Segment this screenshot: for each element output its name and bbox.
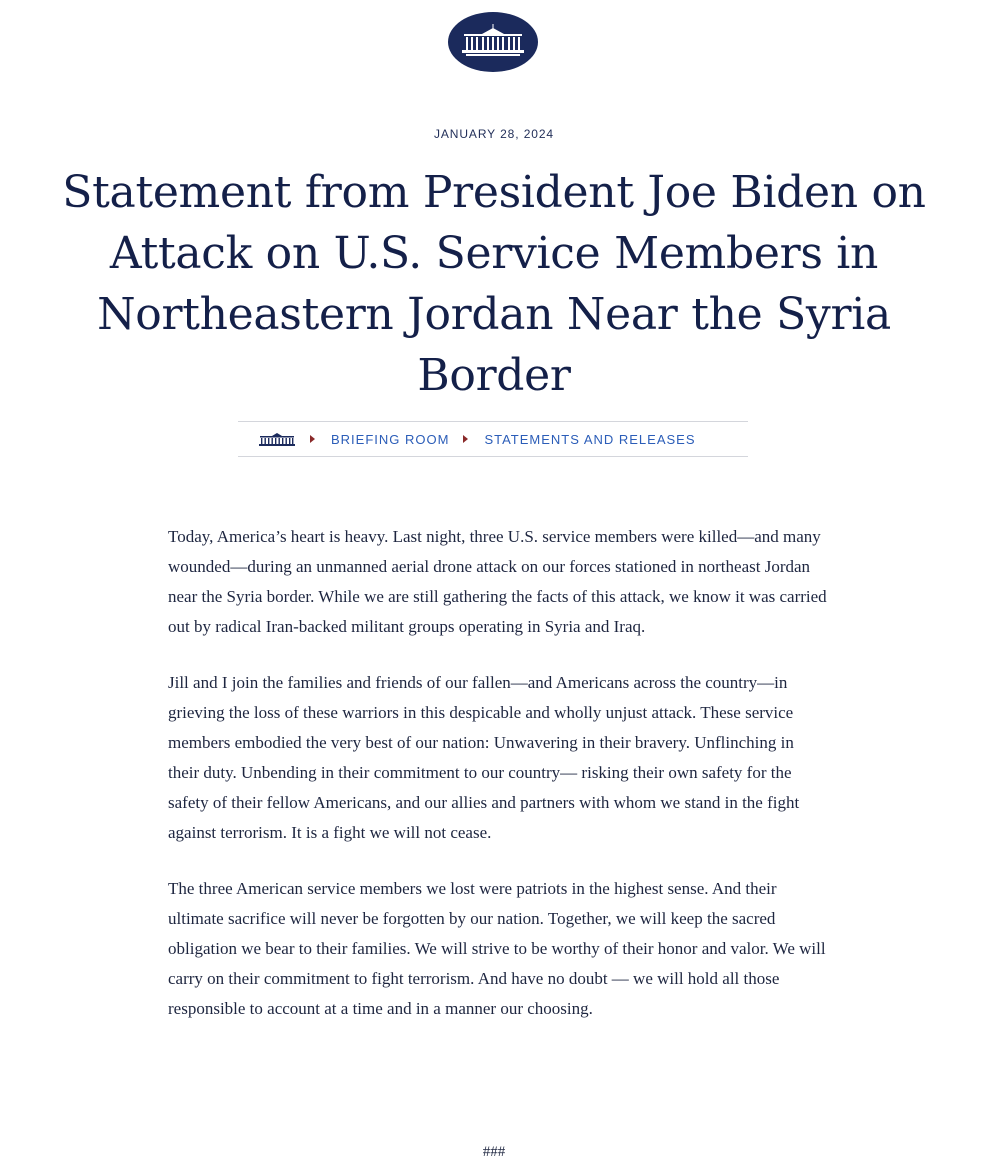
paragraph: Today, America’s heart is heavy. Last night, three U.S. service members were killed—and many wounded—during an unmanned aerial drone attack on our forces stationed in northeast Jordan near the Syria border. While we are still gathering the facts of this attack, we know it was carried out by radical Iran-backed militant groups operating in Syria and Iraq. xyxy=(168,527,827,636)
breadcrumb-briefing-room[interactable]: BRIEFING ROOM xyxy=(331,431,450,447)
page-title: Statement from President Joe Biden on Attack on U.S. Service Members in Northeastern Jordan Near the Syria Border xyxy=(62,167,926,401)
paragraph: Jill and I join the families and friends of our fallen—and Americans across the country—in grieving the loss of these warriors in this despicable and wholly unjust attack. These service members embodied the very best of our nation: Unwavering in their bravery. Unflinching in their duty. Unbending in their commitment to our country— risking their own safety for the safety of their fellow Americans, and our allies and partners with whom we stand in the fight against terrorism. It is a fight we will not cease. xyxy=(168,673,800,842)
paragraph: The three American service members we lost were patriots in the highest sense. And their ultimate sacrifice will never be forgotten by our nation. Together, we will keep the sacred obligation we bear to their families. We will strive to be worthy of their honor and valor. We will carry on their commitment to fight terrorism. And have no doubt — we will hold all those responsible to account at a time and in a manner our choosing. xyxy=(168,879,826,1018)
article-date: JANUARY 28, 2024 xyxy=(433,127,555,141)
white-house-icon[interactable] xyxy=(258,432,296,446)
article-body xyxy=(168,522,828,1050)
breadcrumb xyxy=(238,421,748,457)
white-house-seal-icon[interactable] xyxy=(448,12,538,72)
chevron-right-icon xyxy=(310,435,315,443)
chevron-right-icon xyxy=(463,435,468,443)
end-mark: ### xyxy=(482,1144,506,1160)
breadcrumb-statements-and-releases[interactable]: STATEMENTS AND RELEASES xyxy=(484,431,696,447)
